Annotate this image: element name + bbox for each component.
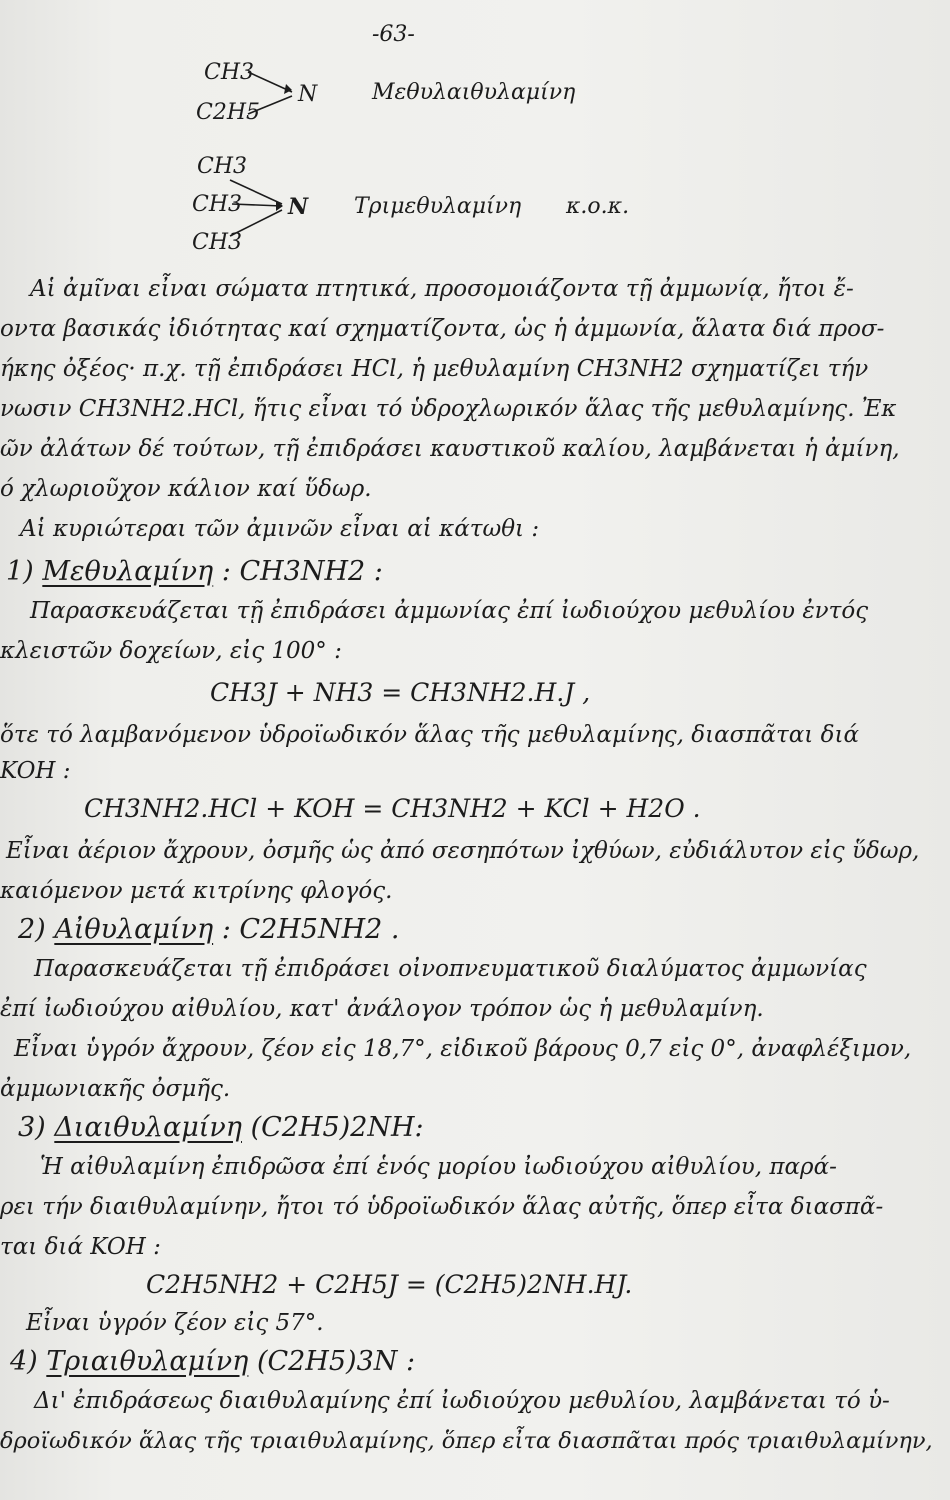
text-line: καιόμενον μετά κιτρίνης φλογός. <box>0 878 393 904</box>
section-formula: (C2H5)3N : <box>256 1346 416 1377</box>
text-line: Εἶναι ὑγρόν ζέον εἰς 57°. <box>26 1310 324 1336</box>
text-line: ῶν ἀλάτων δέ τούτων, τῇ ἐπιδράσει καυστικοῦ καλίου, λαμβάνεται ἡ ἀμίνη, <box>0 436 900 462</box>
text-line: δροϊωδικόν ἅλας τῆς τριαιθυλαμίνης, ὅπερ εἶτα διασπᾶται πρός τριαιθυλαμίνην, <box>0 1428 933 1454</box>
text-line: Εἶναι ὑγρόν ἄχρουν, ζέον εἰς 18,7°, εἰδικοῦ βάρους 0,7 εἰς 0°, ἀναφλέξιμον, <box>14 1036 912 1062</box>
text-line: ήκης ὀξέος· π.χ. τῇ ἐπιδράσει HCl, ἡ μεθυλαμίνη CH3NH2 σχηματίζει τήν <box>0 356 869 382</box>
structure2-group3: CH3 <box>192 230 243 255</box>
section-title: Τριαιθυλαμίνη <box>46 1346 249 1377</box>
text-line: νωσιν CH3NH2.HCl, ἥτις εἶναι τό ὑδροχλωρικόν ἅλας τῆς μεθυλαμίνης. Ἐκ <box>0 396 897 422</box>
text-line: ἐπί ἰωδιούχου αἰθυλίου, κατ' ἀνάλογον τρόπον ὡς ἡ μεθυλαμίνη. <box>0 996 764 1022</box>
structure1-group1: CH3 <box>204 60 255 85</box>
equation: CH3NH2.HCl + KOH = CH3NH2 + KCl + H2O . <box>84 794 701 823</box>
equation: C2H5NH2 + C2H5J = (C2H5)2NH.HJ. <box>146 1270 633 1299</box>
section-title: Διαιθυλαμίνη <box>54 1112 242 1143</box>
text-line: Αἱ κυριώτεραι τῶν ἀμινῶν εἶναι αἱ κάτωθι : <box>20 516 540 542</box>
section-number: 1) <box>6 556 34 587</box>
section-title: Αἰθυλαμίνη <box>54 914 214 945</box>
section-heading-ethylamine <box>18 914 400 945</box>
structure2-group1: CH3 <box>197 154 248 179</box>
section-heading-methylamine <box>6 556 383 587</box>
text-line: ό χλωριοῦχον κάλιον καί ὕδωρ. <box>0 476 372 502</box>
section-title: Μεθυλαμίνη <box>42 556 214 587</box>
text-line: ὅτε τό λαμβανόμενον ὑδροϊωδικόν ἅλας τῆς μεθυλαμίνης, διασπᾶται διά <box>0 722 860 748</box>
section-formula: : CH3NH2 : <box>221 556 383 587</box>
structure2-group2: CH3 <box>192 192 243 217</box>
structure2-nitrogen: N <box>288 194 309 220</box>
section-formula: : C2H5NH2 . <box>221 914 400 945</box>
text-line: οντα βασικάς ἰδιότητας καί σχηματίζοντα, ὡς ἡ ἀμμωνία, ἅλατα διά προσ- <box>0 316 885 342</box>
text-line: ρει τήν διαιθυλαμίνην, ἤτοι τό ὑδροϊωδικόν ἅλας αὐτῆς, ὅπερ εἶτα διασπᾶ- <box>0 1194 884 1220</box>
text-line: Δι' ἐπιδράσεως διαιθυλαμίνης ἐπί ἰωδιούχου μεθυλίου, λαμβάνεται τό ὑ- <box>34 1388 890 1414</box>
bond-arrowhead <box>284 84 292 94</box>
section-number: 4) <box>10 1346 38 1377</box>
section-number: 3) <box>18 1112 46 1143</box>
structure2-name: Τριμεθυλαμίνη <box>354 194 522 219</box>
text-line: Εἶναι ἀέριον ἄχρουν, ὀσμῆς ὡς ἀπό σεσηπότων ἰχθύων, εὐδιάλυτον εἰς ὕδωρ, <box>6 838 920 864</box>
text-line: ἀμμωνιακῆς ὀσμῆς. <box>0 1076 231 1102</box>
structure-bonds <box>0 0 950 260</box>
text-line: ται διά KOH : <box>0 1234 161 1260</box>
page-number: -63- <box>372 22 415 47</box>
equation: CH3J + NH3 = CH3NH2.H.J , <box>210 678 591 707</box>
text-line: κλειστῶν δοχείων, εἰς 100° : <box>0 638 342 664</box>
text-line: Παρασκευάζεται τῇ ἐπιδράσει οἰνοπνευματικοῦ διαλύματος ἀμμωνίας <box>34 956 867 982</box>
text-line: Ἡ αἰθυλαμίνη ἐπιδρῶσα ἐπί ἑνός μορίου ἰωδιούχου αἰθυλίου, παρά- <box>40 1154 837 1180</box>
structure1-nitrogen: N <box>298 82 318 107</box>
structure2-note: κ.ο.κ. <box>566 194 630 219</box>
text-line: KOH : <box>0 758 71 784</box>
section-formula: (C2H5)2NH: <box>250 1112 424 1143</box>
text-line: Αἱ ἀμῖναι εἶναι σώματα πτητικά, προσομοιάζοντα τῇ ἀμμωνίᾳ, ἤτοι ἔ- <box>30 276 854 302</box>
structure1-name: Μεθυλαιθυλαμίνη <box>372 80 576 105</box>
structure1-group2: C2H5 <box>196 100 261 125</box>
text-line: Παρασκευάζεται τῇ ἐπιδράσει ἀμμωνίας ἐπί ἰωδιούχου μεθυλίου ἐντός <box>30 598 869 624</box>
section-number: 2) <box>18 914 46 945</box>
section-heading-triethylamine <box>10 1346 415 1377</box>
section-heading-diethylamine <box>18 1112 424 1143</box>
